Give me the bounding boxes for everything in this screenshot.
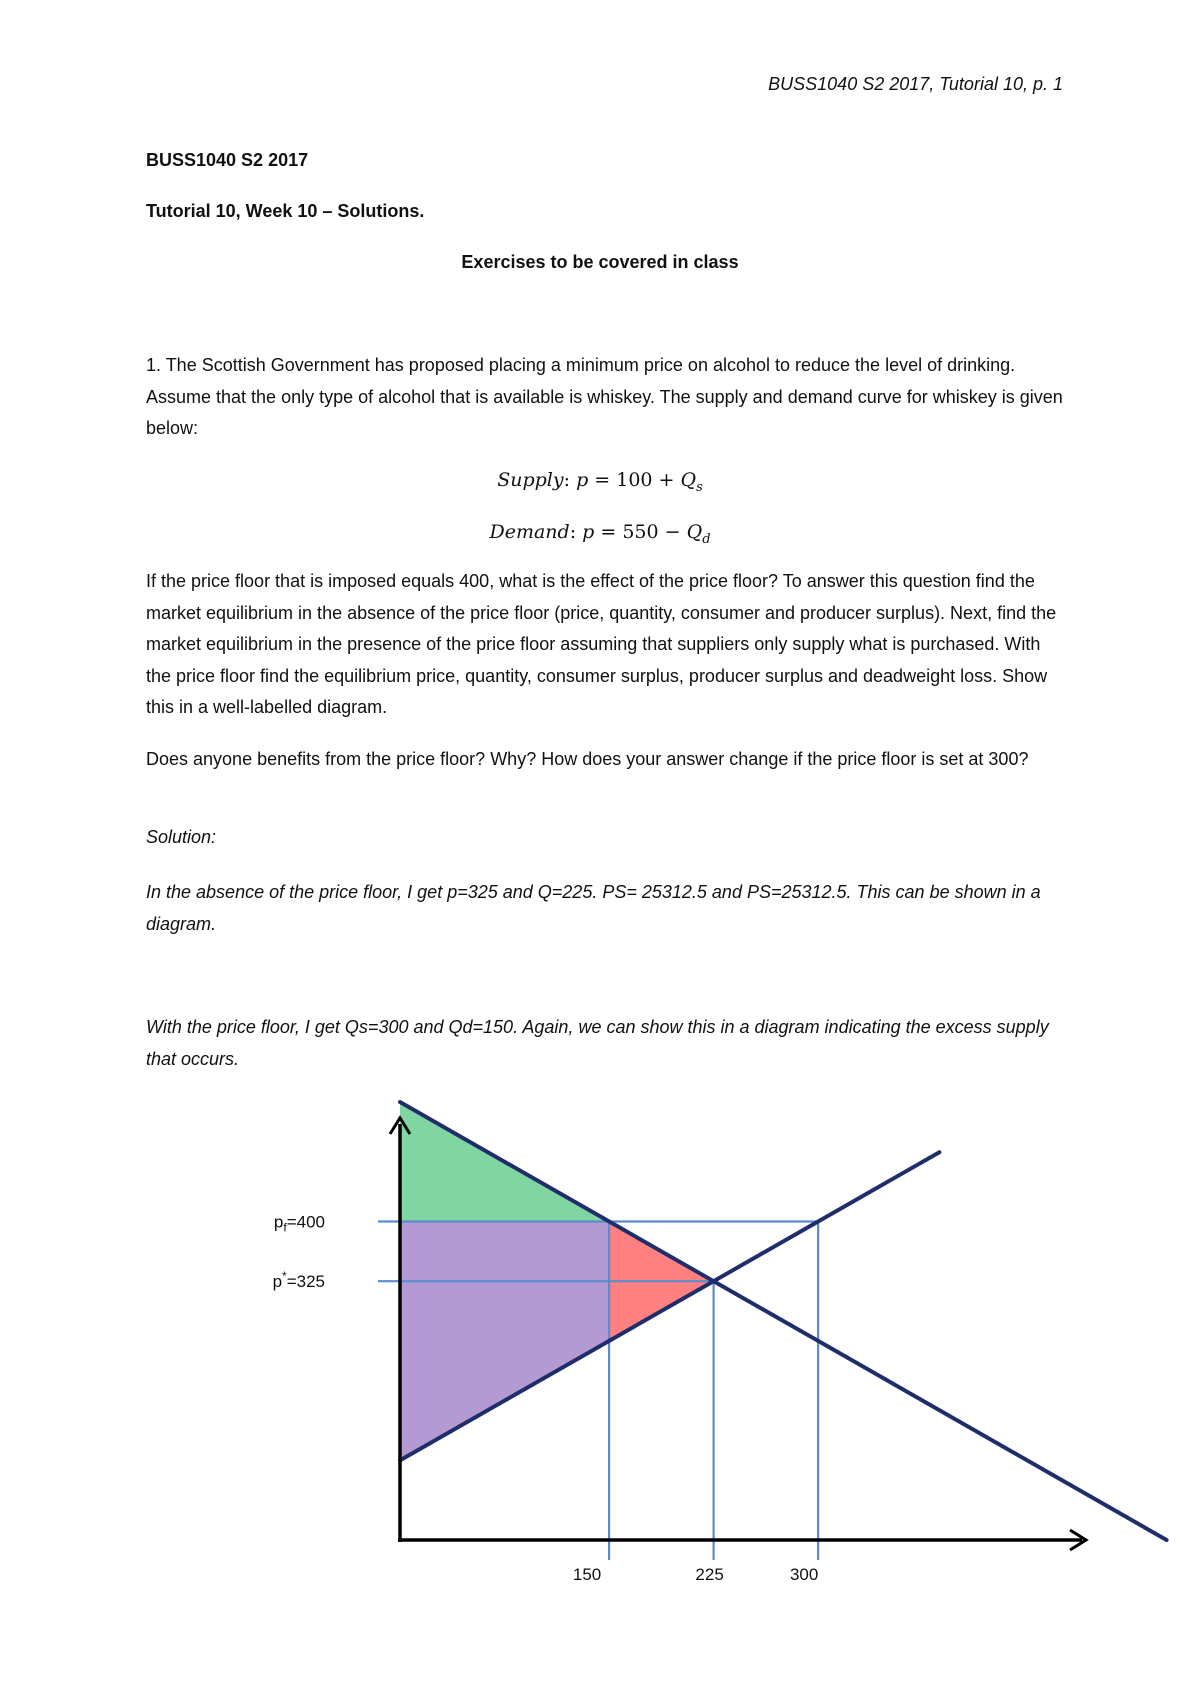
price-label-value: =400: [286, 1212, 325, 1232]
course-title: BUSS1040 S2 2017: [146, 150, 309, 170]
price-label-value: =325: [286, 1272, 325, 1292]
supply-eq-const: 100: [616, 469, 653, 491]
demand-eq-const: 550: [622, 521, 659, 543]
demand-eq-lhs: p: [582, 521, 595, 543]
demand-eq-var: Q: [686, 521, 703, 543]
demand-eq-op: −: [664, 521, 681, 543]
price-label-subscript: f: [283, 1220, 287, 1235]
supply-eq-lhs: p: [576, 469, 589, 491]
supply-eq-op: +: [658, 469, 675, 491]
solution-label: Solution:: [146, 827, 217, 847]
supply-equation: Supply: $p = 100 + Q_s$: [497, 469, 703, 495]
page-header: BUSS1040 S2 2017, Tutorial 10, p. 1: [768, 74, 1063, 94]
demand-eq-sub: d: [702, 531, 711, 547]
question-followup: Does anyone benefits from the price floor? Why? How does your answer change if the price floor is set at 300?: [146, 749, 1029, 769]
demand-eq-name: Demand: [489, 521, 570, 543]
price-label-superscript: *: [282, 1269, 287, 1284]
quantity-tick-label-225: 225: [695, 1565, 724, 1584]
equilibrium-price-label: [273, 1269, 325, 1291]
price-floor-label: [274, 1212, 325, 1234]
price-label-prefix: p: [272, 1272, 283, 1292]
quantity-tick-label-300: 300: [789, 1565, 819, 1584]
producer-surplus-region: [400, 1222, 609, 1461]
demand-equation: Demand: $p = 550 - Q_d$: [489, 521, 711, 547]
quantity-tick-label-150: 150: [572, 1565, 602, 1584]
solution-paragraph-1: In the absence of the price floor, I get p=325 and Q=225. PS= 25312.5 and PS=25312.5. This can be shown in a diagram.: [146, 882, 1041, 934]
supply-eq-var: Q: [680, 469, 697, 491]
supply-eq-name: Supply: [497, 469, 564, 491]
question-intro: 1. The Scottish Government has proposed placing a minimum price on alcohol to reduce the level of drinking. Assume that the only type of alcohol that is available is whiskey. The supply and demand curve for whiskey is given below:: [146, 355, 1063, 438]
supply-eq-sub: s: [696, 479, 703, 495]
price-label-prefix: p: [273, 1212, 284, 1232]
question-task: If the price floor that is imposed equals 400, what is the effect of the price floor? To answer this question find the market equilibrium in the absence of the price floor (price, quantity, consumer and producer surplus). Next, find the market equilibrium in the presence of the price floor assuming that suppliers only supply what is purchased. With the price floor find the equilibrium price, quantity, consumer surplus, producer surplus and deadweight loss. Show this in a well-labelled diagram.: [146, 571, 1057, 717]
section-heading: Exercises to be covered in class: [461, 252, 739, 272]
solution-paragraph-2: With the price floor, I get Qs=300 and Qd=150. Again, we can show this in a diagram indicating the excess supply that occurs.: [146, 1017, 1049, 1069]
tutorial-title: Tutorial 10, Week 10 – Solutions.: [146, 201, 425, 221]
